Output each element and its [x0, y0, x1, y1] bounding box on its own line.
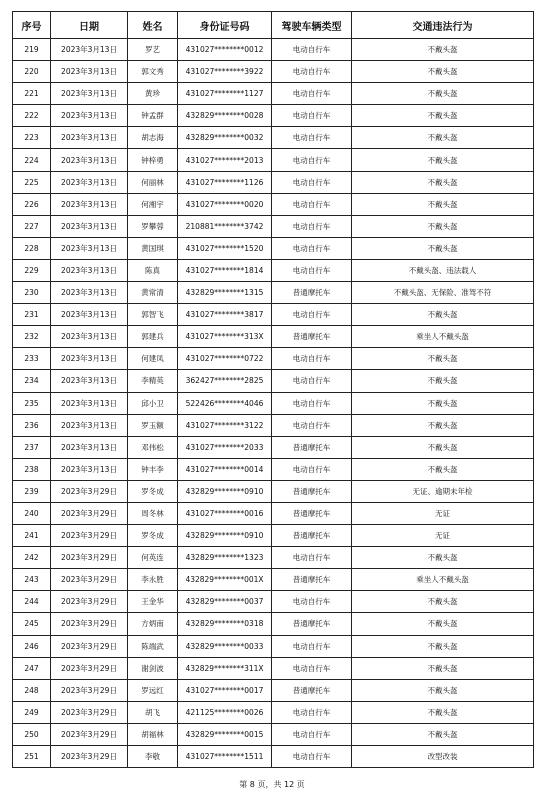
- cell-id-number: 431027********1511: [178, 746, 272, 768]
- cell-vehicle-type: 电动自行车: [272, 105, 352, 127]
- cell-id-number: 432829********0028: [178, 105, 272, 127]
- cell-date: 2023年3月13日: [51, 282, 128, 304]
- violations-table-container: [12, 11, 533, 768]
- cell-date: 2023年3月29日: [51, 657, 128, 679]
- cell-id-number: 421125********0026: [178, 701, 272, 723]
- cell-index: 230: [13, 282, 51, 304]
- cell-violation: 不戴头盔: [352, 83, 534, 105]
- cell-date: 2023年3月29日: [51, 679, 128, 701]
- cell-id-number: 431027********3817: [178, 304, 272, 326]
- cell-index: 240: [13, 502, 51, 524]
- cell-date: 2023年3月13日: [51, 414, 128, 436]
- cell-vehicle-type: 普通摩托车: [272, 502, 352, 524]
- table-row: [13, 701, 534, 723]
- cell-date: 2023年3月29日: [51, 480, 128, 502]
- cell-date: 2023年3月13日: [51, 392, 128, 414]
- cell-date: 2023年3月29日: [51, 723, 128, 745]
- cell-id-number: 431027********3922: [178, 61, 272, 83]
- cell-id-number: 431027********0722: [178, 348, 272, 370]
- cell-name: 胡福林: [128, 723, 178, 745]
- header-violation: 交通违法行为: [352, 12, 534, 39]
- cell-date: 2023年3月13日: [51, 436, 128, 458]
- table-row: [13, 657, 534, 679]
- table-row: [13, 480, 534, 502]
- cell-date: 2023年3月13日: [51, 326, 128, 348]
- cell-date: 2023年3月29日: [51, 525, 128, 547]
- table-row: [13, 39, 534, 61]
- cell-name: 钟丰李: [128, 458, 178, 480]
- cell-name: 陈真: [128, 259, 178, 281]
- cell-violation: 不戴头盔: [352, 591, 534, 613]
- cell-index: 232: [13, 326, 51, 348]
- cell-name: 陈端武: [128, 635, 178, 657]
- table-row: [13, 414, 534, 436]
- table-row: [13, 679, 534, 701]
- cell-vehicle-type: 电动自行车: [272, 83, 352, 105]
- cell-violation: 不戴头盔: [352, 635, 534, 657]
- cell-date: 2023年3月29日: [51, 502, 128, 524]
- table-row: [13, 746, 534, 768]
- cell-violation: 不戴头盔: [352, 679, 534, 701]
- cell-index: 222: [13, 105, 51, 127]
- cell-date: 2023年3月13日: [51, 193, 128, 215]
- cell-id-number: 432829********0032: [178, 127, 272, 149]
- cell-id-number: 431027********0014: [178, 458, 272, 480]
- cell-violation: 不戴头盔: [352, 657, 534, 679]
- cell-date: 2023年3月13日: [51, 83, 128, 105]
- violations-table: [12, 11, 534, 768]
- cell-date: 2023年3月29日: [51, 746, 128, 768]
- cell-index: 239: [13, 480, 51, 502]
- table-row: [13, 215, 534, 237]
- cell-id-number: 432829********0033: [178, 635, 272, 657]
- cell-vehicle-type: 普通摩托车: [272, 436, 352, 458]
- cell-vehicle-type: 电动自行车: [272, 39, 352, 61]
- table-row: [13, 525, 534, 547]
- cell-index: 242: [13, 547, 51, 569]
- cell-violation: 不戴头盔: [352, 193, 534, 215]
- cell-vehicle-type: 电动自行车: [272, 635, 352, 657]
- table-row: [13, 326, 534, 348]
- header-name: 姓名: [128, 12, 178, 39]
- cell-vehicle-type: 电动自行车: [272, 304, 352, 326]
- cell-id-number: 432829********1315: [178, 282, 272, 304]
- cell-name: 邓伟松: [128, 436, 178, 458]
- cell-id-number: 210881********3742: [178, 215, 272, 237]
- table-row: [13, 83, 534, 105]
- cell-name: 周冬林: [128, 502, 178, 524]
- cell-vehicle-type: 普通摩托车: [272, 679, 352, 701]
- cell-vehicle-type: 普通摩托车: [272, 569, 352, 591]
- cell-id-number: 362427********2825: [178, 370, 272, 392]
- cell-id-number: 432829********0037: [178, 591, 272, 613]
- page-footer: 第 8 页，共 12 页: [239, 780, 305, 789]
- cell-date: 2023年3月13日: [51, 215, 128, 237]
- table-row: [13, 149, 534, 171]
- cell-vehicle-type: 电动自行车: [272, 591, 352, 613]
- cell-index: 236: [13, 414, 51, 436]
- cell-id-number: 432829********0910: [178, 480, 272, 502]
- cell-name: 王金华: [128, 591, 178, 613]
- table-row: [13, 723, 534, 745]
- cell-index: 244: [13, 591, 51, 613]
- cell-id-number: 431027********1126: [178, 171, 272, 193]
- cell-name: 谢剑波: [128, 657, 178, 679]
- cell-id-number: 431027********3122: [178, 414, 272, 436]
- cell-index: 223: [13, 127, 51, 149]
- cell-index: 228: [13, 237, 51, 259]
- cell-id-number: 431027********2013: [178, 149, 272, 171]
- cell-date: 2023年3月13日: [51, 370, 128, 392]
- table-body: [13, 39, 534, 768]
- cell-name: 何丽林: [128, 171, 178, 193]
- cell-name: 钟梓勇: [128, 149, 178, 171]
- cell-violation: 改型改装: [352, 746, 534, 768]
- table-row: [13, 193, 534, 215]
- cell-violation: 不戴头盔: [352, 458, 534, 480]
- cell-date: 2023年3月13日: [51, 61, 128, 83]
- cell-violation: 不戴头盔: [352, 237, 534, 259]
- cell-violation: 不戴头盔: [352, 723, 534, 745]
- cell-id-number: 432829********0318: [178, 613, 272, 635]
- cell-date: 2023年3月13日: [51, 149, 128, 171]
- cell-id-number: 432829********0015: [178, 723, 272, 745]
- table-header-row: [13, 12, 534, 39]
- cell-vehicle-type: 电动自行车: [272, 193, 352, 215]
- cell-index: 241: [13, 525, 51, 547]
- table-row: [13, 591, 534, 613]
- table-row: [13, 105, 534, 127]
- cell-violation: 乘坐人不戴头盔: [352, 326, 534, 348]
- cell-violation: 不戴头盔: [352, 149, 534, 171]
- cell-index: 247: [13, 657, 51, 679]
- cell-name: 罗玉额: [128, 414, 178, 436]
- cell-name: 黄国琪: [128, 237, 178, 259]
- cell-vehicle-type: 电动自行车: [272, 259, 352, 281]
- cell-violation: 乘坐人不戴头盔: [352, 569, 534, 591]
- cell-name: 钟孟群: [128, 105, 178, 127]
- cell-date: 2023年3月13日: [51, 237, 128, 259]
- cell-name: 胡志海: [128, 127, 178, 149]
- table-row: [13, 61, 534, 83]
- cell-name: 李敬: [128, 746, 178, 768]
- cell-id-number: 431027********1814: [178, 259, 272, 281]
- table-row: [13, 547, 534, 569]
- cell-index: 249: [13, 701, 51, 723]
- cell-index: 227: [13, 215, 51, 237]
- cell-date: 2023年3月13日: [51, 348, 128, 370]
- cell-violation: 不戴头盔: [352, 414, 534, 436]
- cell-date: 2023年3月13日: [51, 105, 128, 127]
- cell-index: 237: [13, 436, 51, 458]
- cell-vehicle-type: 电动自行车: [272, 370, 352, 392]
- table-row: [13, 502, 534, 524]
- cell-name: 何英连: [128, 547, 178, 569]
- cell-vehicle-type: 电动自行车: [272, 746, 352, 768]
- cell-violation: 无证: [352, 525, 534, 547]
- cell-vehicle-type: 电动自行车: [272, 547, 352, 569]
- cell-name: 罗冬成: [128, 480, 178, 502]
- cell-index: 234: [13, 370, 51, 392]
- cell-vehicle-type: 电动自行车: [272, 657, 352, 679]
- cell-index: 224: [13, 149, 51, 171]
- table-row: [13, 613, 534, 635]
- cell-vehicle-type: 普通摩托车: [272, 282, 352, 304]
- cell-vehicle-type: 普通摩托车: [272, 525, 352, 547]
- cell-name: 郭智飞: [128, 304, 178, 326]
- table-row: [13, 569, 534, 591]
- cell-violation: 不戴头盔: [352, 171, 534, 193]
- cell-index: 250: [13, 723, 51, 745]
- cell-violation: 无证: [352, 502, 534, 524]
- cell-id-number: 431027********0017: [178, 679, 272, 701]
- cell-name: 李精英: [128, 370, 178, 392]
- cell-vehicle-type: 电动自行车: [272, 348, 352, 370]
- cell-date: 2023年3月29日: [51, 591, 128, 613]
- cell-name: 何建凤: [128, 348, 178, 370]
- cell-violation: 不戴头盔: [352, 613, 534, 635]
- cell-vehicle-type: 电动自行车: [272, 215, 352, 237]
- cell-id-number: 431027********313X: [178, 326, 272, 348]
- cell-id-number: 432829********001X: [178, 569, 272, 591]
- cell-name: 罗远红: [128, 679, 178, 701]
- cell-index: 233: [13, 348, 51, 370]
- cell-violation: 不戴头盔: [352, 39, 534, 61]
- cell-id-number: 432829********0910: [178, 525, 272, 547]
- cell-date: 2023年3月29日: [51, 635, 128, 657]
- table-row: [13, 304, 534, 326]
- header-index: 序号: [13, 12, 51, 39]
- cell-violation: 无证、逾期未年检: [352, 480, 534, 502]
- cell-index: 238: [13, 458, 51, 480]
- cell-date: 2023年3月29日: [51, 701, 128, 723]
- cell-date: 2023年3月13日: [51, 304, 128, 326]
- cell-violation: 不戴头盔: [352, 61, 534, 83]
- cell-violation: 不戴头盔: [352, 105, 534, 127]
- table-row: [13, 458, 534, 480]
- cell-name: 罗冬成: [128, 525, 178, 547]
- cell-vehicle-type: 电动自行车: [272, 701, 352, 723]
- cell-vehicle-type: 普通摩托车: [272, 613, 352, 635]
- table-row: [13, 171, 534, 193]
- cell-date: 2023年3月13日: [51, 39, 128, 61]
- cell-vehicle-type: 普通摩托车: [272, 480, 352, 502]
- table-row: [13, 635, 534, 657]
- cell-name: 邱小卫: [128, 392, 178, 414]
- cell-violation: 不戴头盔: [352, 348, 534, 370]
- cell-id-number: 431027********2033: [178, 436, 272, 458]
- cell-vehicle-type: 电动自行车: [272, 171, 352, 193]
- cell-name: 郭建兵: [128, 326, 178, 348]
- table-row: [13, 282, 534, 304]
- cell-date: 2023年3月13日: [51, 171, 128, 193]
- cell-violation: 不戴头盔、违法载人: [352, 259, 534, 281]
- cell-violation: 不戴头盔: [352, 701, 534, 723]
- cell-index: 226: [13, 193, 51, 215]
- cell-vehicle-type: 电动自行车: [272, 414, 352, 436]
- table-row: [13, 392, 534, 414]
- cell-index: 243: [13, 569, 51, 591]
- table-row: [13, 370, 534, 392]
- cell-vehicle-type: 电动自行车: [272, 149, 352, 171]
- cell-violation: 不戴头盔: [352, 304, 534, 326]
- cell-name: 黄珍: [128, 83, 178, 105]
- table-row: [13, 436, 534, 458]
- cell-id-number: 431027********1127: [178, 83, 272, 105]
- cell-index: 220: [13, 61, 51, 83]
- cell-vehicle-type: 电动自行车: [272, 723, 352, 745]
- cell-id-number: 431027********0016: [178, 502, 272, 524]
- cell-name: 郭文秀: [128, 61, 178, 83]
- cell-violation: 不戴头盔: [352, 215, 534, 237]
- table-row: [13, 348, 534, 370]
- cell-violation: 不戴头盔: [352, 370, 534, 392]
- cell-vehicle-type: 普通摩托车: [272, 326, 352, 348]
- cell-date: 2023年3月29日: [51, 547, 128, 569]
- cell-index: 225: [13, 171, 51, 193]
- cell-vehicle-type: 电动自行车: [272, 127, 352, 149]
- cell-id-number: 432829********311X: [178, 657, 272, 679]
- cell-index: 248: [13, 679, 51, 701]
- cell-date: 2023年3月29日: [51, 613, 128, 635]
- header-date: 日期: [51, 12, 128, 39]
- cell-date: 2023年3月13日: [51, 259, 128, 281]
- cell-name: 罗艺: [128, 39, 178, 61]
- header-id-number: 身份证号码: [178, 12, 272, 39]
- cell-violation: 不戴头盔: [352, 392, 534, 414]
- cell-date: 2023年3月29日: [51, 569, 128, 591]
- cell-name: 胡飞: [128, 701, 178, 723]
- cell-date: 2023年3月13日: [51, 127, 128, 149]
- table-row: [13, 127, 534, 149]
- cell-name: 何湘宇: [128, 193, 178, 215]
- cell-id-number: 431027********1520: [178, 237, 272, 259]
- cell-index: 231: [13, 304, 51, 326]
- cell-vehicle-type: 电动自行车: [272, 237, 352, 259]
- cell-vehicle-type: 电动自行车: [272, 61, 352, 83]
- header-vehicle-type: 驾驶车辆类型: [272, 12, 352, 39]
- cell-vehicle-type: 电动自行车: [272, 392, 352, 414]
- cell-index: 229: [13, 259, 51, 281]
- cell-index: 246: [13, 635, 51, 657]
- cell-violation: 不戴头盔、无保险、准驾不符: [352, 282, 534, 304]
- cell-name: 罗攀蓉: [128, 215, 178, 237]
- cell-violation: 不戴头盔: [352, 547, 534, 569]
- table-row: [13, 259, 534, 281]
- cell-violation: 不戴头盔: [352, 436, 534, 458]
- cell-name: 方炳南: [128, 613, 178, 635]
- table-row: [13, 237, 534, 259]
- cell-name: 黄常清: [128, 282, 178, 304]
- cell-violation: 不戴头盔: [352, 127, 534, 149]
- cell-id-number: 431027********0020: [178, 193, 272, 215]
- cell-date: 2023年3月13日: [51, 458, 128, 480]
- cell-name: 李永胜: [128, 569, 178, 591]
- cell-index: 235: [13, 392, 51, 414]
- cell-id-number: 522426********4046: [178, 392, 272, 414]
- cell-index: 219: [13, 39, 51, 61]
- cell-index: 245: [13, 613, 51, 635]
- cell-vehicle-type: 电动自行车: [272, 458, 352, 480]
- cell-id-number: 431027********0012: [178, 39, 272, 61]
- cell-id-number: 432829********1323: [178, 547, 272, 569]
- cell-index: 251: [13, 746, 51, 768]
- cell-index: 221: [13, 83, 51, 105]
